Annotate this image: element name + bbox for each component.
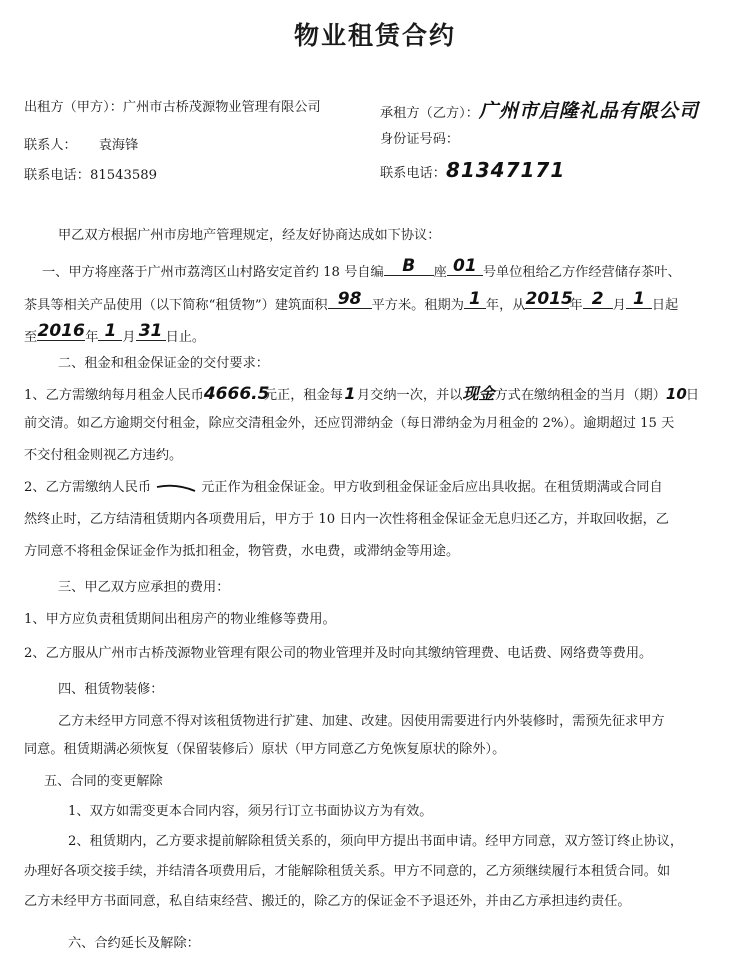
clause1-text-j: 至 [24, 330, 38, 345]
clause1-text-d: 茶具等相关产品使用（以下简称“租赁物”）建筑面积 [24, 298, 328, 313]
lessor-label: 出租方（甲方）： [24, 100, 123, 115]
building-value: B [402, 256, 416, 276]
lessee-phone-label: 联系电话： [380, 166, 446, 181]
lessor-name: 广州市古桥茂源物业管理有限公司 [122, 100, 321, 115]
clause1-line3 [24, 321, 736, 348]
lessee-name-handwritten: 广州市启隆礼品有限公司 [478, 100, 699, 122]
clause4-heading: 四、租赁物装修： [58, 682, 164, 697]
clause1-text-g: 年 [569, 298, 583, 313]
clause2-line6: 方同意不将租金保证金作为抵扣租金，物管费，水电费，或滞纳金等用途。 [24, 544, 460, 559]
end-month-value: 1 [104, 321, 117, 341]
unit-field [447, 256, 483, 276]
unit-value: 01 [453, 256, 477, 276]
lessor-phone-line [24, 164, 157, 183]
clause2-text-f: 2、乙方需缴纳人民币 [24, 480, 152, 495]
end-month-field [98, 321, 122, 341]
clause3-heading: 三、甲乙双方应承担的费用： [58, 580, 230, 595]
clause2-line5: 然终止时，乙方结清租赁期内各项费用后，甲方于 10 日内一次性将租金保证金无息归还乙方，并取回收据，乙 [24, 512, 669, 527]
lessee-id-label: 身份证号码： [380, 132, 460, 147]
clause1-text-k: 年 [85, 330, 99, 345]
clause2-line3: 不交付租金则视乙方违约。 [24, 448, 183, 463]
clause1-text-l: 月 [122, 330, 136, 345]
term-value: 1 [469, 289, 481, 309]
intro-paragraph: 甲乙双方根据广州市房地产管理规定，经友好协商达成如下协议： [58, 228, 441, 243]
lessor-phone-label: 联系电话： [24, 168, 90, 183]
lessor-contact-label: 联系人： [24, 138, 77, 153]
clause2-text-c: 月交纳一次，并以 [356, 388, 463, 403]
clause1-text-b: 座 [433, 265, 447, 280]
clause1-line1 [42, 256, 736, 283]
clause2-line2: 前交清。如乙方逾期交付租金，除应交清租金外，还应罚滞纳金（每日滞纳金为月租金的 2%）。逾期超过 15 天 [24, 416, 675, 431]
building-field [384, 256, 434, 276]
clause5-heading: 五、合同的变更解除 [44, 774, 163, 789]
end-day-value: 31 [138, 321, 163, 341]
start-month-value: 2 [591, 289, 604, 309]
clause1-text-e: 平方米。租期为 [371, 298, 464, 313]
start-day-field [626, 289, 652, 309]
clause4-line1: 乙方未经甲方同意不得对该租赁物进行扩建、加建、改建。因使用需要进行内外装修时，需预先征求甲方 [58, 714, 665, 729]
start-year-value: 2015 [525, 289, 573, 309]
clause2-text-e: 日 [685, 388, 700, 403]
clause1-text-h: 月 [612, 298, 626, 313]
start-month-field [583, 289, 613, 309]
area-field [328, 289, 372, 309]
clause2-text-a: 1、乙方需缴纳每月租金人民币 [24, 388, 204, 403]
clause5-item2-line2: 办理好各项交接手续，并结清各项费用后，才能解除租赁关系。甲方不同意的，乙方须继续履行本租赁合同。如 [24, 864, 671, 879]
clause1-text-a: 一、甲方将座落于广州市荔湾区山村路安定首约 18 号自编 [42, 265, 384, 280]
clause3-item2: 2、乙方服从广州市古桥茂源物业管理有限公司的物业管理并及时向其缴纳管理费、电话费、网络费等费用。 [24, 646, 653, 661]
lessee-phone-line [380, 158, 565, 182]
clause2-text-g: 元正作为租金保证金。甲方收到租金保证金后应出具收据。在租赁期满或合同自 [201, 480, 663, 495]
method-value: 现金 [462, 384, 495, 403]
lessee-label: 承租方（乙方）： [380, 106, 479, 121]
clause5-item1: 1、双方如需变更本合同内容，须另行订立书面协议方为有效。 [68, 804, 433, 819]
lessor-contact-name: 袁海锋 [98, 138, 139, 153]
clause1-text-c: 号单位租给乙方作经营储存茶叶、 [482, 265, 681, 280]
clause4-line2: 同意。租赁期满必须恢复（保留装修后）原状（甲方同意乙方免恢复原状的除外）。 [24, 742, 506, 757]
months-value: 1 [344, 384, 356, 403]
rent-value: 4666.5 [203, 384, 270, 404]
term-field [464, 289, 486, 309]
clause2-text-d: 方式在缴纳租金的当月（期） [494, 388, 666, 403]
deposit-dash-mark [151, 480, 201, 496]
lessee-phone-handwritten: 81347171 [445, 158, 566, 182]
lessor-line [24, 96, 321, 115]
clause2-line4 [24, 478, 736, 498]
clause1-text-f: 年，从 [485, 298, 526, 313]
clause5-item2-line1: 2、租赁期内，乙方要求提前解除租赁关系的，须向甲方提出书面申请。经甲方同意，双方签订终止协议， [68, 834, 684, 849]
clause6-heading: 六、合约延长及解除： [68, 936, 200, 951]
clause2-heading: 二、租金和租金保证金的交付要求： [58, 356, 269, 371]
document-title: 物业租赁合约 [293, 21, 456, 50]
clause1-text-m: 日止。 [165, 330, 206, 345]
start-day-value: 1 [632, 289, 645, 309]
lessee-id-line [380, 128, 459, 147]
end-year-field [37, 321, 85, 341]
area-value: 98 [337, 289, 362, 309]
due-day-value: 10 [665, 385, 687, 403]
lessor-contact-line [24, 134, 138, 153]
clause1-line2 [24, 289, 736, 316]
clause2-line1 [24, 384, 736, 406]
end-year-value: 2016 [37, 321, 85, 341]
lessee-line [380, 96, 699, 123]
end-day-field [136, 321, 166, 341]
clause1-text-i: 日起 [651, 298, 679, 313]
clause3-item1: 1、甲方应负责租赁期间出租房产的物业维修等费用。 [24, 612, 336, 627]
start-year-field [525, 289, 573, 309]
clause2-text-b: 元正，租金每 [263, 388, 343, 403]
clause5-item2-line3: 乙方未经甲方书面同意，私自结束经营、搬迁的，除乙方的保证金不予退还外，并由乙方承担违约责任。 [24, 894, 631, 909]
lessor-phone: 81543589 [89, 168, 158, 183]
